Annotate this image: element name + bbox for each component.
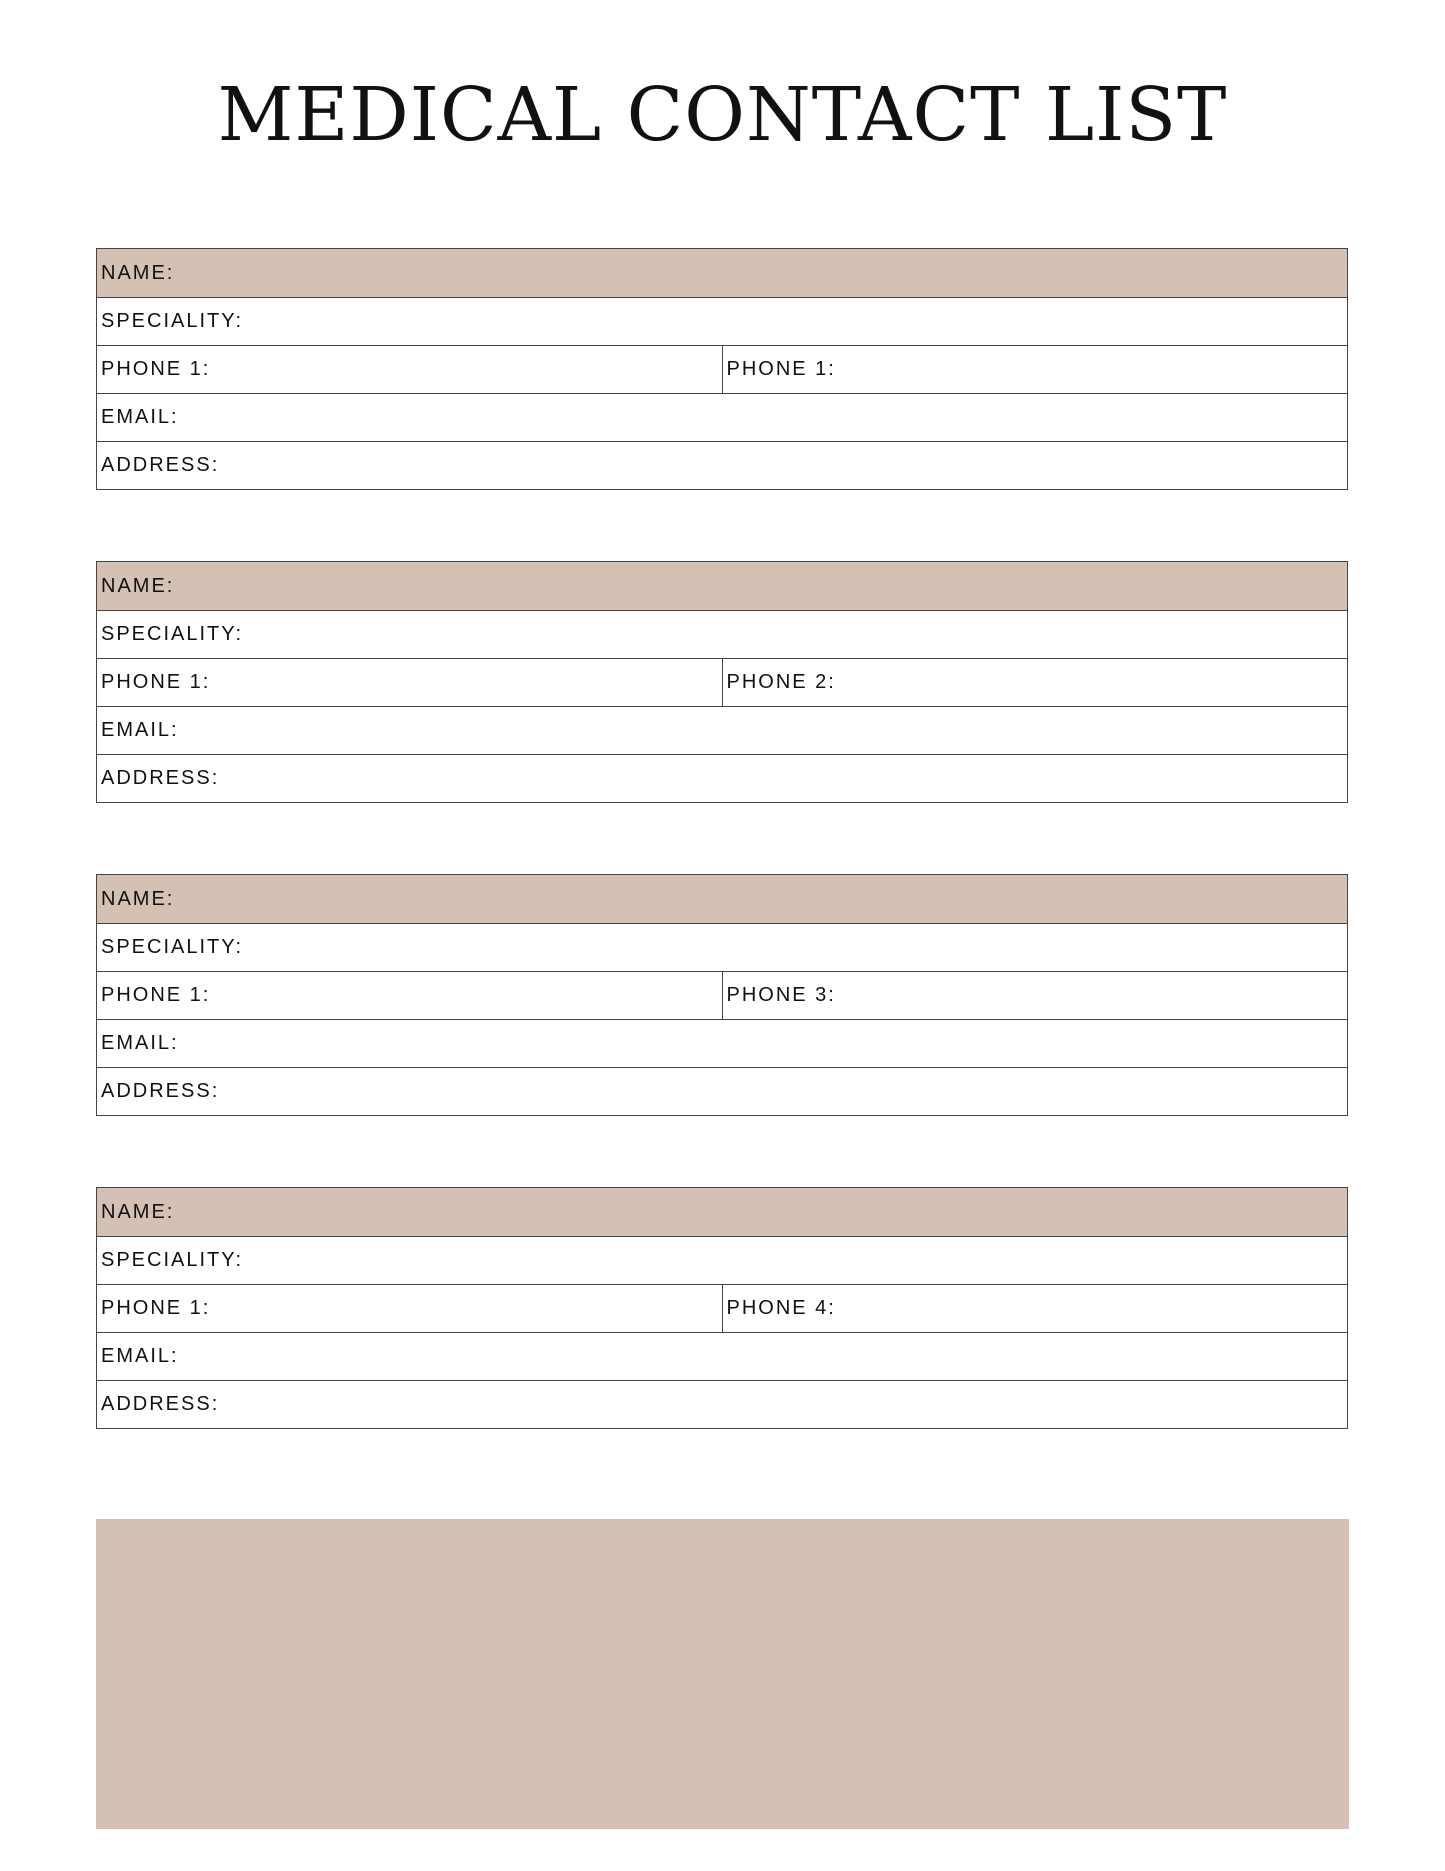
speciality-label: SPECIALITY:: [101, 310, 244, 332]
speciality-row[interactable]: [97, 610, 1347, 658]
speciality-row[interactable]: [97, 1236, 1347, 1284]
phone-a-field[interactable]: PHONE 1:: [101, 671, 211, 693]
phone-a-field[interactable]: PHONE 1:: [101, 358, 211, 380]
address-label: ADDRESS:: [101, 1393, 220, 1415]
name-label: NAME:: [101, 887, 175, 910]
phone-b-field[interactable]: PHONE 4:: [722, 1285, 1348, 1332]
address-label: ADDRESS:: [101, 767, 220, 789]
phone-a-field[interactable]: PHONE 1:: [101, 984, 211, 1006]
name-row[interactable]: [97, 875, 1347, 923]
name-label: NAME:: [101, 261, 175, 284]
name-row[interactable]: [97, 1188, 1347, 1236]
contact-card-2: [96, 561, 1348, 803]
contact-card-4: [96, 1187, 1348, 1429]
email-row[interactable]: [97, 1332, 1347, 1380]
address-label: ADDRESS:: [101, 454, 220, 476]
name-row[interactable]: [97, 562, 1347, 610]
email-row[interactable]: [97, 1019, 1347, 1067]
contact-card-1: [96, 248, 1348, 490]
phone-a-field[interactable]: PHONE 1:: [101, 1297, 211, 1319]
speciality-label: SPECIALITY:: [101, 1249, 244, 1271]
contact-card-3: [96, 874, 1348, 1116]
address-label: ADDRESS:: [101, 1080, 220, 1102]
email-label: EMAIL:: [101, 1032, 179, 1054]
speciality-label: SPECIALITY:: [101, 623, 244, 645]
email-label: EMAIL:: [101, 1345, 179, 1367]
address-row[interactable]: [97, 1380, 1347, 1428]
address-row[interactable]: [97, 754, 1347, 802]
name-row[interactable]: [97, 249, 1347, 297]
phone-row: [97, 971, 1347, 1019]
speciality-row[interactable]: [97, 297, 1347, 345]
phone-b-field[interactable]: PHONE 1:: [722, 346, 1348, 393]
phone-row: [97, 345, 1347, 393]
phone-row: [97, 658, 1347, 706]
email-label: EMAIL:: [101, 719, 179, 741]
page-title: MEDICAL CONTACT LIST: [217, 72, 1228, 158]
name-label: NAME:: [101, 1200, 175, 1223]
phone-b-field[interactable]: PHONE 2:: [722, 659, 1348, 706]
name-label: NAME:: [101, 574, 175, 597]
email-row[interactable]: [97, 393, 1347, 441]
email-row[interactable]: [97, 706, 1347, 754]
phone-b-field[interactable]: PHONE 3:: [722, 972, 1348, 1019]
address-row[interactable]: [97, 1067, 1347, 1115]
phone-row: [97, 1284, 1347, 1332]
speciality-label: SPECIALITY:: [101, 936, 244, 958]
address-row[interactable]: [97, 441, 1347, 489]
notes-block: [96, 1519, 1349, 1829]
speciality-row[interactable]: [97, 923, 1347, 971]
email-label: EMAIL:: [101, 406, 179, 428]
